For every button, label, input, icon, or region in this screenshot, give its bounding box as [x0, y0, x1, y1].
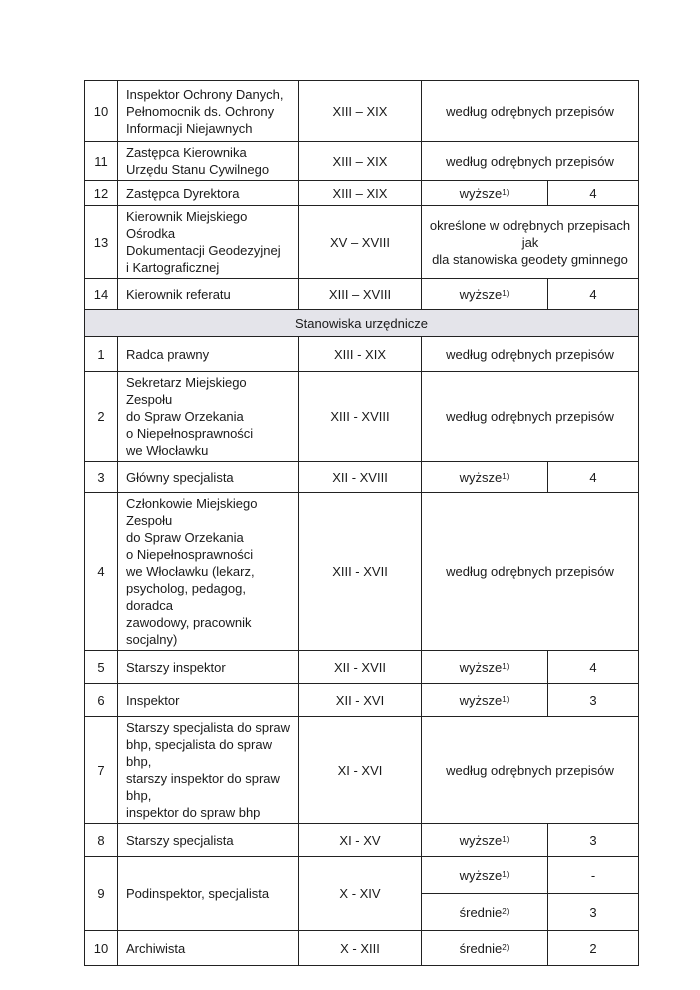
education-requirement	[422, 651, 548, 684]
position-title: Zastępca Kierownika Urzędu Stanu Cywilnego	[118, 142, 299, 181]
row-number: 12	[85, 181, 118, 206]
table-row	[85, 181, 639, 206]
table-row	[85, 857, 639, 894]
education-requirement	[422, 684, 548, 717]
education-requirement	[422, 857, 548, 894]
salary-grade-range: XI - XV	[299, 824, 422, 857]
row-number: 8	[85, 824, 118, 857]
experience-years: -	[548, 857, 639, 894]
education-requirement	[422, 279, 548, 310]
positions-table	[84, 80, 639, 966]
experience-years: 3	[548, 824, 639, 857]
salary-grade-range: XV – XVIII	[299, 206, 422, 279]
position-title: Członkowie Miejskiego Zespołu do Spraw Orzekania o Niepełnosprawności we Włocławku (lekarz, psycholog, pedagog, doradca zawodowy, pracownik socjalny)	[118, 493, 299, 651]
table-row	[85, 684, 639, 717]
salary-grade-range: XIII – XIX	[299, 142, 422, 181]
table-row	[85, 717, 639, 824]
table-row	[85, 462, 639, 493]
salary-grade-range: XIII – XIX	[299, 181, 422, 206]
education-level: wyższe	[459, 659, 503, 675]
education-level: wyższe	[459, 185, 503, 201]
position-title: Kierownik Miejskiego Ośrodka Dokumentacji Geodezyjnej i Kartograficznej	[118, 206, 299, 279]
position-title: Starszy inspektor	[118, 651, 299, 684]
section-header-row	[85, 310, 639, 337]
row-number: 3	[85, 462, 118, 493]
footnote-ref: 1)	[502, 869, 510, 879]
row-number: 4	[85, 493, 118, 651]
education-level: wyższe	[459, 286, 503, 302]
footnote-ref: 1)	[502, 471, 510, 481]
row-number: 5	[85, 651, 118, 684]
footnote-ref: 1)	[502, 834, 510, 844]
experience-years: 3	[548, 894, 639, 931]
education-requirement	[422, 824, 548, 857]
education-level: średnie	[459, 904, 503, 920]
position-title: Zastępca Dyrektora	[118, 181, 299, 206]
row-number: 11	[85, 142, 118, 181]
table-row	[85, 931, 639, 966]
position-title: Starszy specjalista	[118, 824, 299, 857]
row-number: 1	[85, 337, 118, 372]
requirements-note: według odrębnych przepisów	[422, 717, 639, 824]
row-number: 13	[85, 206, 118, 279]
row-number: 6	[85, 684, 118, 717]
salary-grade-range: XII - XVIII	[299, 462, 422, 493]
experience-years: 4	[548, 651, 639, 684]
experience-years: 4	[548, 279, 639, 310]
education-level: wyższe	[459, 867, 503, 883]
footnote-ref: 2)	[502, 942, 510, 952]
table-row	[85, 651, 639, 684]
footnote-ref: 1)	[502, 694, 510, 704]
footnote-ref: 1)	[502, 187, 510, 197]
table-row	[85, 824, 639, 857]
salary-grade-range: XIII - XIX	[299, 337, 422, 372]
position-title: Inspektor	[118, 684, 299, 717]
education-level: średnie	[459, 940, 503, 956]
education-requirement	[422, 894, 548, 931]
position-title: Starszy specjalista do spraw bhp, specjalista do spraw bhp, starszy inspektor do spraw bhp, inspektor do spraw bhp	[118, 717, 299, 824]
requirements-note: według odrębnych przepisów	[422, 493, 639, 651]
table-row	[85, 142, 639, 181]
salary-grade-range: XI - XVI	[299, 717, 422, 824]
salary-grade-range: XII - XVI	[299, 684, 422, 717]
row-number: 10	[85, 931, 118, 966]
row-number: 7	[85, 717, 118, 824]
row-number: 2	[85, 372, 118, 462]
education-requirement	[422, 931, 548, 966]
table-row	[85, 337, 639, 372]
salary-grade-range: X - XIII	[299, 931, 422, 966]
salary-grade-range: XIII – XIX	[299, 81, 422, 142]
footnote-ref: 2)	[502, 906, 510, 916]
education-level: wyższe	[459, 832, 503, 848]
table-row	[85, 279, 639, 310]
footnote-ref: 1)	[502, 661, 510, 671]
table-row	[85, 206, 639, 279]
education-requirement	[422, 181, 548, 206]
position-title: Archiwista	[118, 931, 299, 966]
position-title: Radca prawny	[118, 337, 299, 372]
education-level: wyższe	[459, 469, 503, 485]
position-title: Kierownik referatu	[118, 279, 299, 310]
footnote-ref: 1)	[502, 288, 510, 298]
requirements-note: według odrębnych przepisów	[422, 337, 639, 372]
salary-grade-range: XIII - XVII	[299, 493, 422, 651]
table-row	[85, 81, 639, 142]
position-title: Sekretarz Miejskiego Zespołu do Spraw Orzekania o Niepełnosprawności we Włocławku	[118, 372, 299, 462]
requirements-note: według odrębnych przepisów	[422, 372, 639, 462]
education-requirement	[422, 462, 548, 493]
salary-grade-range: XIII - XVIII	[299, 372, 422, 462]
experience-years: 4	[548, 462, 639, 493]
salary-grade-range: XIII – XVIII	[299, 279, 422, 310]
table-row	[85, 493, 639, 651]
salary-grade-range: XII - XVII	[299, 651, 422, 684]
requirements-note: według odrębnych przepisów	[422, 142, 639, 181]
section-title: Stanowiska urzędnicze	[85, 310, 639, 337]
salary-grade-range: X - XIV	[299, 857, 422, 931]
experience-years: 2	[548, 931, 639, 966]
row-number: 9	[85, 857, 118, 931]
experience-years: 3	[548, 684, 639, 717]
row-number: 14	[85, 279, 118, 310]
table-row	[85, 372, 639, 462]
education-level: wyższe	[459, 692, 503, 708]
requirements-note: według odrębnych przepisów	[422, 81, 639, 142]
row-number: 10	[85, 81, 118, 142]
position-title: Podinspektor, specjalista	[118, 857, 299, 931]
positions-table-wrapper	[84, 80, 638, 966]
requirements-note: określone w odrębnych przepisach jak dla stanowiska geodety gminnego	[422, 206, 639, 279]
position-title: Inspektor Ochrony Danych, Pełnomocnik ds. Ochrony Informacji Niejawnych	[118, 81, 299, 142]
position-title: Główny specjalista	[118, 462, 299, 493]
experience-years: 4	[548, 181, 639, 206]
